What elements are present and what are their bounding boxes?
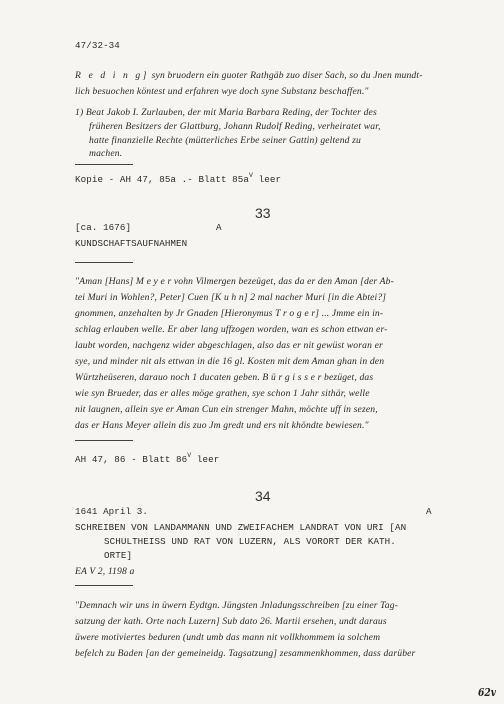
copy-reference-leer: leer — [253, 174, 282, 185]
doc33-line: laubt worden, nachgenz wider abgeschlagen, also das er nit gewüst woran er — [75, 340, 383, 351]
footnote-line-4: machen. — [89, 148, 123, 159]
doc34-line: üwere motiviertes beduren (undt umb das mann nit vollkhommem ia solchem — [75, 632, 381, 643]
divider — [75, 440, 133, 441]
doc33-line: das er Hans Meyer allein dis zuo Jm gredt und ers nit khöndte bewiesen." — [75, 420, 369, 431]
doc34-mark: A — [426, 506, 432, 517]
doc34-date: 1641 April 3. — [75, 506, 148, 517]
doc34-source: EA V 2, 1198 a — [75, 566, 135, 577]
top-paragraph-line-1 — [75, 70, 423, 81]
doc34-title-line-3: ORTE] — [104, 550, 133, 561]
doc33-line: nit laugnen, allein sye er Aman Cun ein strenger Mahn, möchte uff in sezen, — [75, 404, 378, 415]
copy-reference-sup: V — [249, 172, 254, 179]
doc33-mark: A — [216, 222, 222, 233]
doc33-line: tei Muri in Wohlen?, Peter] Cuen [K u h n] 2 mal nacher Muri [in die Abtei?] — [75, 292, 387, 303]
doc33-archive-reference — [75, 452, 219, 465]
doc33-ref-sup: V — [187, 452, 192, 459]
divider — [75, 585, 133, 586]
footnote-line-3: hatte finanzielle Rechte (mütterliches Erbe seiner Gattin) geltend zu — [89, 135, 361, 146]
doc33-line: "Aman [Hans] M e y e r vohn Vilmergen bezeüget, das da er den Aman [der Ab- — [75, 276, 394, 287]
doc33-line: wie syn Brueder, das er alles möge grathen, sye schon 1 Jahr sithär, welle — [75, 388, 370, 399]
divider — [75, 262, 133, 263]
doc33-title: KUNDSCHAFTSAUFNAHMEN — [75, 238, 188, 249]
copy-reference-text: Kopie - AH 47, 85a .- Blatt 85a — [75, 174, 250, 185]
divider — [75, 164, 133, 165]
top-paragraph-line-1a: R e d i n g] — [75, 70, 150, 81]
doc34-line: "Demnach wir uns in üwern Eydtgn. Jüngsten Jnladungsschreiben [zu einer Tag- — [75, 600, 399, 611]
top-paragraph-line-2: lich besuochen köntest und erfahren wye doch syne Substanz beschaffen." — [75, 86, 369, 97]
footnote-line-2: früheren Besitzers der Glattburg, Johann Rudolf Reding, verheiratet war, — [89, 121, 381, 132]
doc34-line: satzung der kath. Orte nach Luzern] Sub dato 26. Martii ersehen, undt daraus — [75, 616, 387, 627]
doc34-title-line-2: SCHULTHEISS UND RAT VON LUZERN, ALS VORORT DER KATH. — [104, 536, 396, 547]
doc33-date: [ca. 1676] — [75, 222, 132, 233]
copy-reference — [75, 172, 281, 185]
doc33-ref-text: AH 47, 86 - Blatt 86 — [75, 454, 188, 465]
doc33-line: Würtzheüseren, darauo noch 1 ducaten geben. B ü r g i s s e r bezüget, das — [75, 372, 374, 383]
doc33-line: schlag erlauben welle. Er aber lang uffzogen worden, wan es schon ettwan er- — [75, 324, 388, 335]
doc34-title-line-1: SCHREIBEN VON LANDAMMANN UND ZWEIFACHEM LANDRAT VON URI [AN — [75, 522, 407, 533]
top-paragraph-line-1b: syn bruodern ein guoter Rathgäb zuo diser Sach, so du Jnen mundt- — [149, 70, 423, 81]
footnote-line-1: 1) Beat Jakob I. Zurlauben, der mit Maria Barbara Reding, der Tochter des — [75, 107, 377, 118]
doc34-line: befelch zu Baden [an der gemeineidg. Tagsatzung] zesammenkhommen, dass darüber — [75, 648, 416, 659]
doc33-line: gnommen, anzehalten by Jr Gnaden [Hieronymus T r o g e r] ... Jmme ein in- — [75, 308, 384, 319]
document-number-34: 34 — [255, 488, 271, 504]
document-number-33: 33 — [255, 205, 271, 221]
page-reference: 47/32-34 — [75, 40, 120, 51]
doc33-line: sye, und minder nit als ettwan in die 16 gl. Kosten mit dem Aman ghan in den — [75, 356, 385, 367]
doc33-ref-leer: leer — [191, 454, 220, 465]
folio-handwritten-mark: 62v — [478, 686, 496, 699]
